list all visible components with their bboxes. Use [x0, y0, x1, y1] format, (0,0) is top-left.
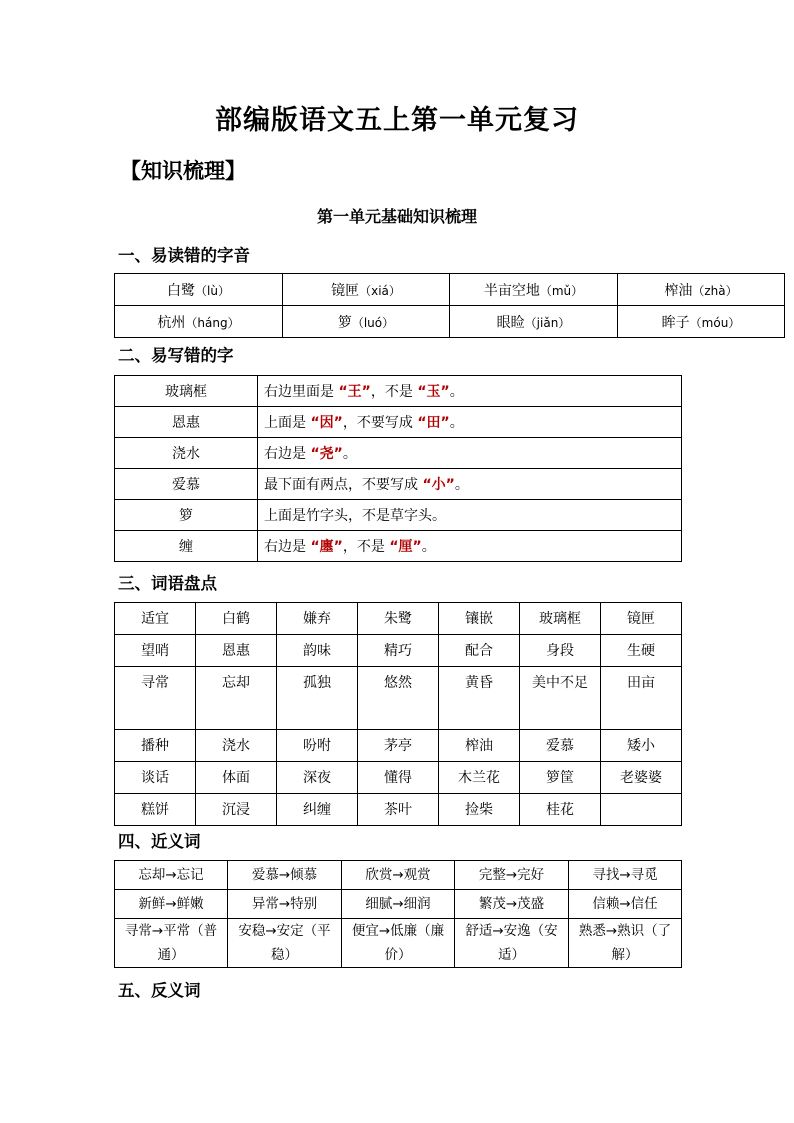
note-text: 。: [449, 415, 464, 431]
synonym-line: 通）: [157, 947, 185, 963]
writing-row: [115, 531, 682, 562]
synonym-cell: [569, 919, 682, 968]
vocabulary-cell: 茅亭: [358, 730, 439, 762]
vocabulary-cell: 白鹤: [196, 603, 277, 635]
note-text: 右边里面是: [264, 384, 339, 400]
section-heading-vocabulary: 三、词语盘点: [118, 574, 217, 593]
synonym-cell: 繁茂→茂盛: [455, 890, 569, 919]
vocabulary-cell: 捡柴: [439, 794, 520, 826]
vocabulary-row: [115, 603, 682, 635]
pronunciation-cell: [283, 306, 450, 338]
highlight-char: “尧”: [310, 446, 343, 462]
word: 半亩空地: [483, 282, 540, 299]
vocabulary-cell: 嫌弃: [277, 603, 358, 635]
synonyms-row: [115, 919, 682, 968]
vocabulary-cell: 沉浸: [196, 794, 277, 826]
synonym-cell: 忘却→忘记: [115, 861, 228, 890]
section-heading-writing: 二、易写错的字: [118, 346, 234, 365]
writing-note: [258, 376, 682, 407]
pinyin: （xiá）: [359, 283, 401, 298]
synonym-cell: [115, 919, 228, 968]
synonyms-row: [115, 861, 682, 890]
pronunciation-cell: [618, 274, 785, 306]
pronunciation-cell: [115, 306, 283, 338]
vocabulary-cell: 恩惠: [196, 635, 277, 667]
note-text: 右边是: [264, 446, 311, 462]
writing-word: 爱慕: [115, 469, 258, 500]
synonym-cell: 信赖→信任: [569, 890, 682, 919]
vocabulary-cell: 老婆婆: [601, 762, 682, 794]
synonym-line: 便宜→低廉（廉: [351, 923, 445, 939]
synonym-cell: 新鲜→鲜嫩: [115, 890, 228, 919]
synonym-line: 适）: [498, 947, 525, 963]
vocabulary-table: [114, 602, 682, 826]
pinyin: （mǔ）: [539, 283, 584, 298]
synonym-line: 安稳→安定（平: [238, 923, 331, 939]
writing-word: 箩: [115, 500, 258, 531]
vocabulary-cell: 望哨: [115, 635, 196, 667]
writing-note: [258, 407, 682, 438]
synonym-cell: 爱慕→倾慕: [228, 861, 342, 890]
vocabulary-cell: 镶嵌: [439, 603, 520, 635]
highlight-char: “厘”: [389, 539, 422, 555]
section-heading-pronunciation: 一、易读错的字音: [118, 246, 250, 265]
writing-word: 恩惠: [115, 407, 258, 438]
synonym-line: 舒适→安逸（安: [465, 923, 558, 939]
synonym-cell: 细腻→细润: [342, 890, 455, 919]
vocabulary-cell: 吩咐: [277, 730, 358, 762]
vocabulary-cell: 精巧: [358, 635, 439, 667]
page-title: 部编版语文五上第一单元复习: [215, 105, 579, 136]
pinyin: （lù）: [195, 283, 230, 298]
vocabulary-cell: 配合: [439, 635, 520, 667]
note-text: ，不是: [342, 539, 390, 555]
vocabulary-row: [115, 762, 682, 794]
writing-note: [258, 469, 682, 500]
writing-row: [115, 376, 682, 407]
vocabulary-cell: 深夜: [277, 762, 358, 794]
highlight-char: “小”: [422, 477, 455, 493]
pinyin: （háng）: [185, 315, 240, 330]
writing-note: [258, 531, 682, 562]
synonyms-row: [115, 890, 682, 919]
writing-word: 浇水: [115, 438, 258, 469]
pinyin: （luó）: [351, 315, 395, 330]
pronunciation-cell: [115, 274, 283, 306]
vocabulary-cell: 朱鹭: [358, 603, 439, 635]
vocabulary-cell: 木兰花: [439, 762, 520, 794]
vocabulary-cell: 悠然: [358, 667, 439, 730]
vocabulary-cell: 糕饼: [115, 794, 196, 826]
vocabulary-cell: 体面: [196, 762, 277, 794]
synonym-cell: 完整→完好: [455, 861, 569, 890]
writing-note: [258, 438, 682, 469]
vocabulary-cell: 身段: [520, 635, 601, 667]
vocabulary-row: [115, 667, 682, 730]
highlight-char: “廛”: [310, 539, 343, 555]
vocabulary-cell: 矮小: [601, 730, 682, 762]
unit-subtitle: 第一单元基础知识梳理: [316, 207, 477, 226]
pinyin: （zhà）: [692, 283, 738, 298]
word: 箩: [337, 314, 352, 331]
writing-word: 玻璃框: [115, 376, 258, 407]
synonym-line: 寻常→平常（普: [124, 923, 218, 939]
writing-table: [114, 375, 682, 562]
vocabulary-cell: 适宜: [115, 603, 196, 635]
vocabulary-cell: 懂得: [358, 762, 439, 794]
highlight-char: “王”: [338, 384, 371, 400]
synonym-line: 稳）: [271, 947, 298, 963]
synonym-cell: [342, 919, 455, 968]
synonyms-table: [114, 860, 682, 968]
vocabulary-cell: 茶叶: [358, 794, 439, 826]
synonym-line: 解）: [611, 947, 639, 963]
pinyin: （móu）: [689, 315, 741, 330]
note-text: 最下面有两点，不要写成: [264, 477, 423, 493]
synonym-cell: [228, 919, 342, 968]
vocabulary-cell: 箩筐: [520, 762, 601, 794]
vocabulary-cell: 美中不足: [520, 667, 601, 730]
vocabulary-row: [115, 794, 682, 826]
vocabulary-cell: 镜匣: [601, 603, 682, 635]
pronunciation-row: [115, 306, 785, 338]
pronunciation-table: [114, 273, 785, 338]
note-text: 。: [454, 477, 469, 493]
vocabulary-cell: 谈话: [115, 762, 196, 794]
word: 榨油: [664, 282, 693, 299]
vocabulary-cell: 田亩: [601, 667, 682, 730]
note-text: 。: [421, 539, 436, 555]
pronunciation-row: [115, 274, 785, 306]
note-text: 右边是: [264, 539, 311, 555]
word: 镜匣: [331, 282, 360, 299]
word: 眼睑: [496, 314, 525, 331]
vocabulary-cell: 榨油: [439, 730, 520, 762]
pronunciation-cell: [450, 306, 618, 338]
writing-row: [115, 469, 682, 500]
vocabulary-cell: 浇水: [196, 730, 277, 762]
writing-row: [115, 438, 682, 469]
pronunciation-cell: [450, 274, 618, 306]
vocabulary-cell: 寻常: [115, 667, 196, 730]
vocabulary-cell: 生硬: [601, 635, 682, 667]
highlight-char: “因”: [310, 415, 343, 431]
word: 杭州: [157, 314, 186, 331]
note-text: ，不是: [370, 384, 418, 400]
writing-row: [115, 500, 682, 531]
synonym-cell: 欣赏→观赏: [342, 861, 455, 890]
synonym-line: 价）: [384, 947, 412, 963]
writing-word: 缠: [115, 531, 258, 562]
synonym-line: 熟悉→熟识（了: [578, 923, 672, 939]
vocabulary-cell: 玻璃框: [520, 603, 601, 635]
section-heading-antonyms: 五、反义词: [118, 981, 201, 1000]
word: 白鹭: [167, 282, 196, 299]
vocabulary-cell: 爱慕: [520, 730, 601, 762]
knowledge-heading: 【知识梳理】: [120, 158, 246, 183]
pronunciation-cell: [283, 274, 450, 306]
synonym-cell: 寻找→寻觅: [569, 861, 682, 890]
vocabulary-cell: 黄昏: [439, 667, 520, 730]
note-text: 。: [449, 384, 464, 400]
vocabulary-cell: 纠缠: [277, 794, 358, 826]
highlight-char: “田”: [417, 415, 450, 431]
vocabulary-cell: 忘却: [196, 667, 277, 730]
synonym-cell: [455, 919, 569, 968]
word: 眸子: [661, 314, 690, 331]
pinyin: （jiǎn）: [524, 315, 571, 330]
note-text: 上面是: [264, 415, 311, 431]
vocabulary-cell: 韵味: [277, 635, 358, 667]
note-text: 上面是竹字头，不是草字头。: [264, 508, 446, 524]
section-heading-synonyms: 四、近义词: [118, 832, 201, 851]
vocabulary-cell: [601, 794, 682, 826]
pronunciation-cell: [618, 306, 785, 338]
writing-row: [115, 407, 682, 438]
writing-note: [258, 500, 682, 531]
note-text: 。: [342, 446, 357, 462]
vocabulary-cell: 孤独: [277, 667, 358, 730]
synonym-cell: 异常→特别: [228, 890, 342, 919]
vocabulary-cell: 播种: [115, 730, 196, 762]
vocabulary-cell: 桂花: [520, 794, 601, 826]
note-text: ，不要写成: [342, 415, 418, 431]
highlight-char: “玉”: [417, 384, 450, 400]
vocabulary-row: [115, 730, 682, 762]
vocabulary-row: [115, 635, 682, 667]
